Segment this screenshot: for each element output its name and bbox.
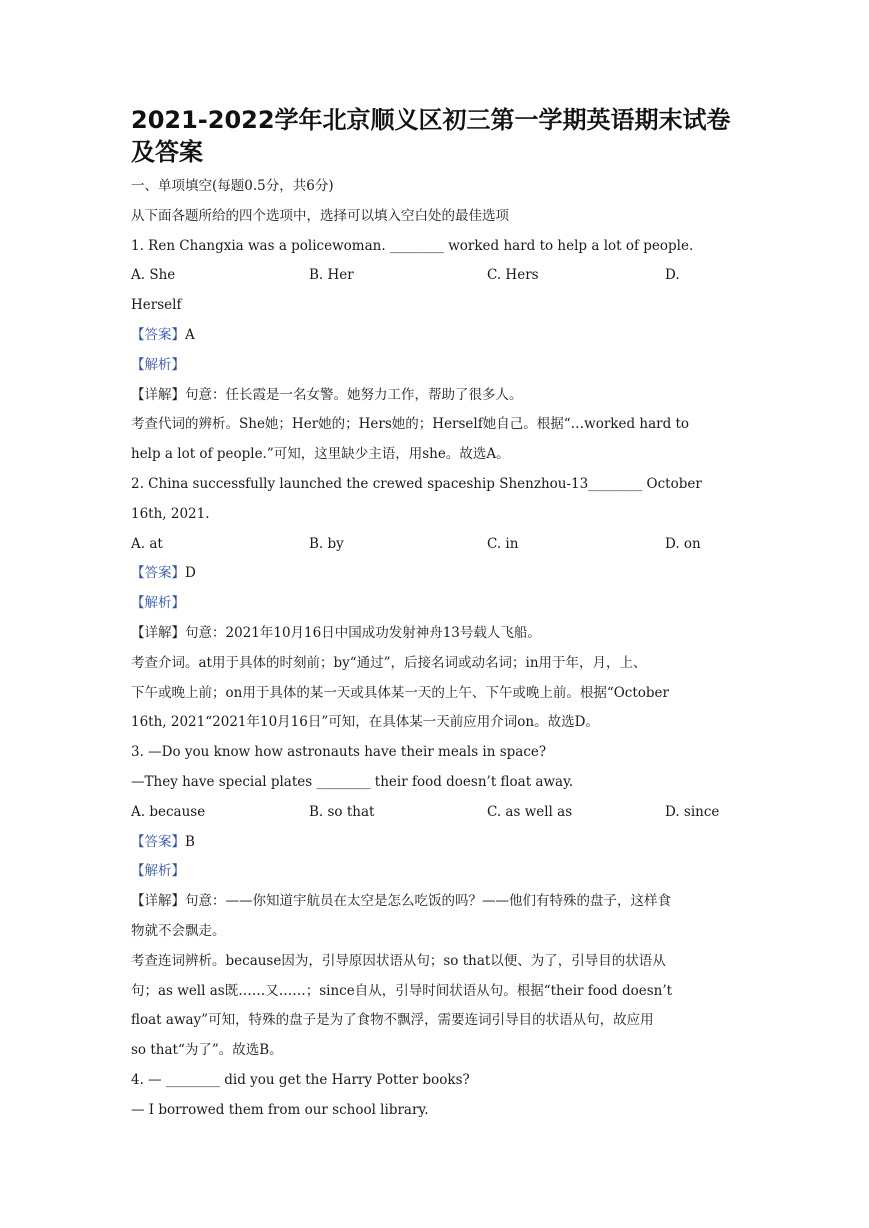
explain-line: 下午或晚上前；on用于具体的某一天或具体某一天的上午、下午或晚上前。根据“October — [131, 684, 669, 701]
answer-value: D — [185, 565, 196, 582]
option-c: C. in — [487, 535, 519, 552]
detail-tag: 【详解】 — [131, 893, 185, 910]
analysis-line — [131, 589, 741, 619]
option-a: A. at — [131, 535, 163, 552]
answer-line — [131, 559, 741, 589]
detail-tag: 【详解】 — [131, 624, 185, 641]
answer-line — [131, 321, 741, 351]
detail-line — [131, 381, 741, 411]
question-3-stem: 3. —Do you know how astronauts have their meals in space? — [131, 744, 547, 761]
explain-line: 句；as well as既……又……；since自从，引导时间状语从句。根据“their food doesn’t — [131, 982, 673, 999]
option-b: B. so that — [309, 803, 375, 820]
question-1-stem: 1. Ren Changxia was a policewoman. ________ worked hard to help a lot of people. — [131, 237, 694, 254]
document-page — [131, 104, 741, 1126]
analysis-line — [131, 857, 741, 887]
analysis-line — [131, 351, 741, 381]
detail-text-cont: 物就不会飘走。 — [131, 922, 226, 939]
answer-tag: 【答案】 — [131, 565, 185, 582]
answer-tag: 【答案】 — [131, 326, 185, 343]
answer-line — [131, 828, 741, 858]
analysis-tag: 【解析】 — [131, 356, 185, 373]
option-a: A. because — [131, 803, 206, 820]
detail-text: 句意：——你知道宇航员在太空是怎么吃饭的吗？——他们有特殊的盘子，这样食 — [185, 893, 671, 910]
option-d: D. since — [665, 803, 720, 820]
option-c: C. Hers — [487, 267, 539, 284]
answer-tag: 【答案】 — [131, 833, 185, 850]
detail-tag: 【详解】 — [131, 386, 185, 403]
instruction-text: 从下面各题所给的四个选项中，选择可以填入空白处的最佳选项 — [131, 207, 509, 224]
analysis-tag: 【解析】 — [131, 863, 185, 880]
explain-line: help a lot of people.”可知，这里缺少主语，用she。故选A。 — [131, 446, 510, 463]
question-4-stem: 4. — ________ did you get the Harry Potter books? — [131, 1071, 470, 1088]
option-b: B. by — [309, 535, 344, 552]
page-title: 2021-2022学年北京顺义区初三第一学期英语期末试卷及答案 — [131, 106, 731, 166]
explain-line: 考查连词辨析。because因为，引导原因状语从句；so that以便、为了，引导目的状语从 — [131, 952, 666, 969]
option-d-text: Herself — [131, 297, 182, 314]
question-3-options — [131, 798, 741, 828]
question-2-stem-cont: 16th, 2021. — [131, 505, 210, 522]
explain-line: 考查代词的辨析。She她；Her她的；Hers她的；Herself她自己。根据“…worked hard to — [131, 416, 690, 433]
answer-value: B — [185, 833, 195, 850]
explain-line: float away”可知，特殊的盘子是为了食物不飘浮，需要连词引导目的状语从句，故应用 — [131, 1012, 654, 1029]
question-4-stem-cont: — I borrowed them from our school library. — [131, 1101, 429, 1118]
answer-value: A — [185, 326, 195, 343]
question-2-options — [131, 530, 741, 560]
detail-text: 句意：任长霞是一名女警。她努力工作，帮助了很多人。 — [185, 386, 523, 403]
option-b: B. Her — [309, 267, 354, 284]
analysis-tag: 【解析】 — [131, 595, 185, 612]
option-a: A. She — [131, 267, 176, 284]
detail-line — [131, 619, 741, 649]
detail-line — [131, 887, 741, 917]
detail-text: 句意：2021年10月16日中国成功发射神舟13号载人飞船。 — [185, 624, 541, 641]
explain-line: so that“为了”。故选B。 — [131, 1042, 283, 1059]
question-1-options — [131, 261, 741, 291]
question-3-stem-cont: —They have special plates ________ their food doesn’t float away. — [131, 773, 574, 790]
option-d: D. — [665, 267, 680, 284]
option-d: D. on — [665, 535, 701, 552]
explain-line: 考查介词。at用于具体的时刻前；by“通过”，后接名词或动名词；in用于年，月，上、 — [131, 654, 647, 671]
question-2-stem: 2. China successfully launched the crewed spaceship Shenzhou-13________ October — [131, 475, 702, 492]
explain-line: 16th, 2021“2021年10月16日”可知，在具体某一天前应用介词on。故选D。 — [131, 714, 599, 731]
option-c: C. as well as — [487, 803, 573, 820]
section-heading: 一、单项填空(每题0.5分，共6分) — [131, 178, 334, 194]
